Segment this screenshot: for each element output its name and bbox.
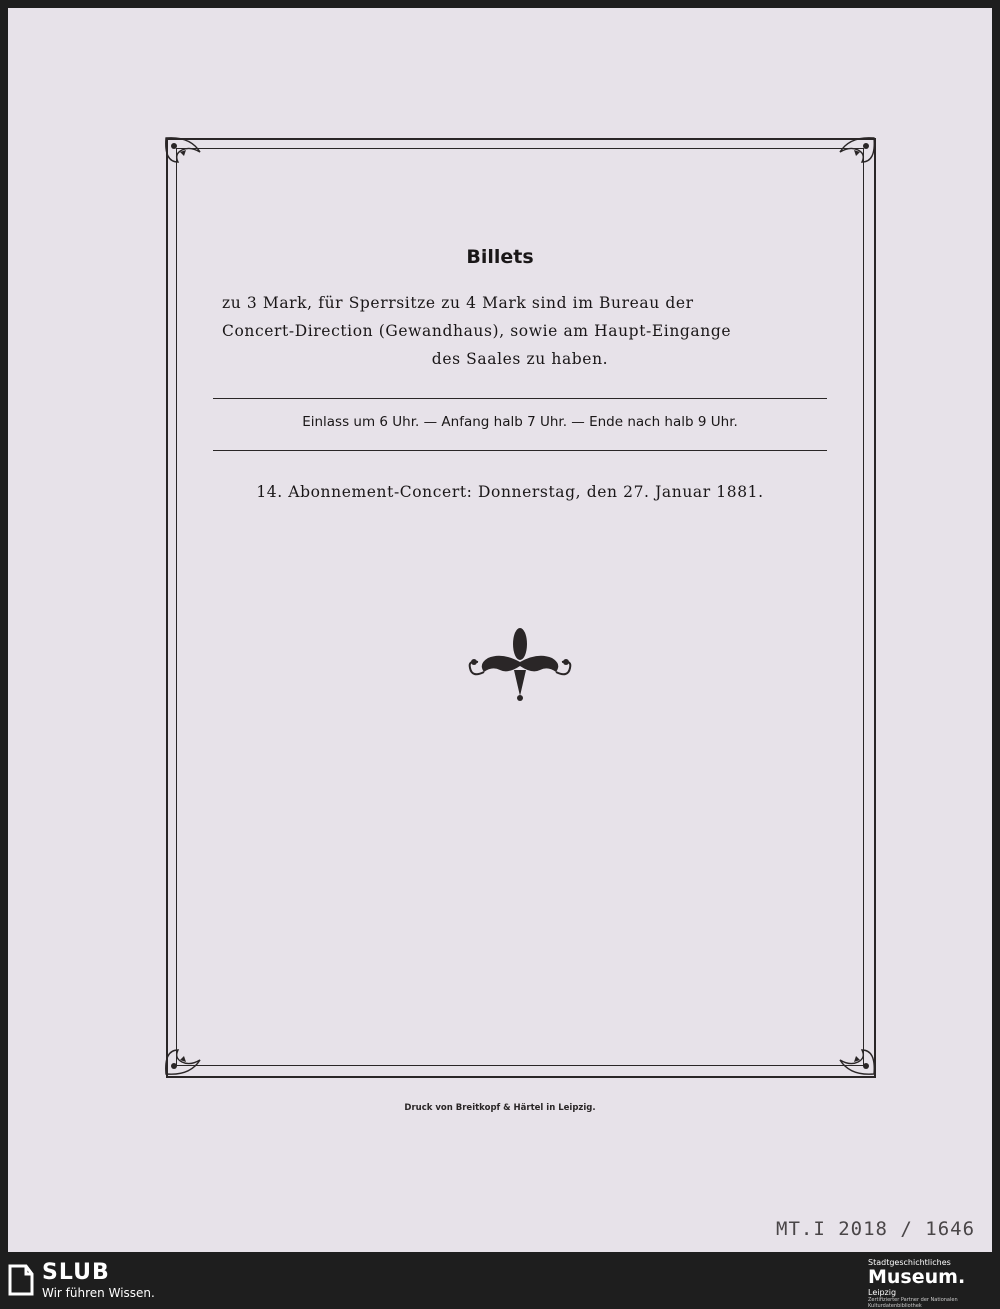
floral-ornament-icon <box>462 622 578 702</box>
printer-imprint: Druck von Breitkopf & Härtel in Leipzig. <box>404 1103 596 1113</box>
slub-logo-icon <box>6 1262 36 1298</box>
ticket-line-2: Concert-Direction (Gewandhaus), sowie am Haupt-Eingange <box>222 322 732 340</box>
handwritten-shelfmark: MT.I 2018 / 1646 <box>776 1218 976 1240</box>
museum-branding <box>868 1258 988 1309</box>
museum-line-1: Stadtgeschichtliches <box>868 1258 951 1267</box>
ticket-line-3: des Saales zu haben. <box>431 350 609 368</box>
times-line: Einlass um 6 Uhr. — Anfang halb 7 Uhr. — Ende nach halb 9 Uhr. <box>302 414 738 430</box>
divider-bottom <box>213 450 827 451</box>
ticket-line-1: zu 3 Mark, für Sperrsitze zu 4 Mark sind im Bureau der <box>222 294 694 312</box>
decorative-frame-inner <box>176 148 864 1066</box>
corner-ornament-bottom-right-icon <box>820 1020 880 1080</box>
slub-branding <box>42 1261 155 1301</box>
museum-note: Zertifizierter Partner der Nationalen Kulturdatenbibliothek <box>868 1297 958 1309</box>
museum-line-2: Museum. <box>868 1266 966 1288</box>
corner-ornament-bottom-left-icon <box>160 1020 220 1080</box>
corner-ornament-top-left-icon <box>160 132 220 192</box>
divider-top <box>213 398 827 399</box>
museum-line-3: Leipzig <box>868 1288 897 1297</box>
concert-line: 14. Abonnement-Concert: Donnerstag, den 27. Januar 1881. <box>256 483 764 501</box>
page-title: Billets <box>466 246 534 268</box>
slub-name: SLUB <box>42 1260 110 1285</box>
slub-tagline: Wir führen Wissen. <box>42 1286 155 1300</box>
corner-ornament-top-right-icon <box>820 132 880 192</box>
